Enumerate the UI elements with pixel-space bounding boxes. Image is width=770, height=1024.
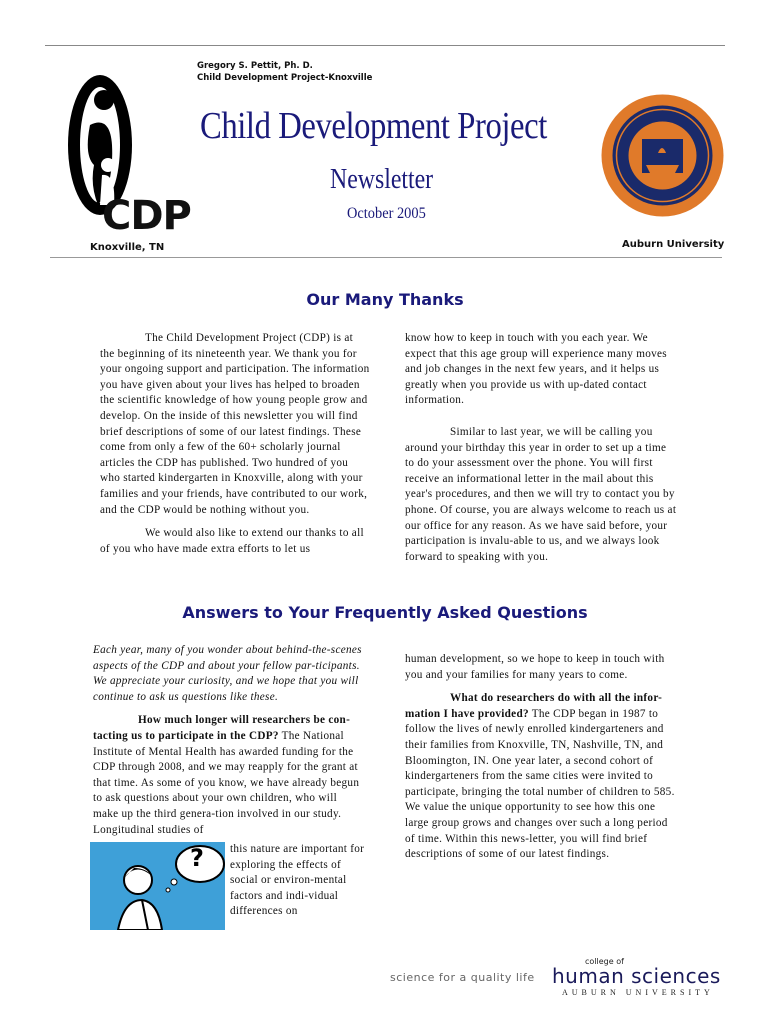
- thanks-right-column: [405, 331, 677, 565]
- cdp-logo: [50, 65, 190, 245]
- faq-answer-1: [93, 713, 365, 838]
- page-title: Child Development Project: [200, 105, 547, 147]
- question-clipart: [90, 842, 225, 930]
- footer-university: AUBURN UNIVERSITY: [562, 988, 714, 997]
- faq-answer-2: [405, 691, 677, 863]
- faq-question-1: How much longer will researchers be con-tacting us to participate in the CDP?: [93, 714, 351, 742]
- section-heading-thanks: Our Many Thanks: [306, 290, 464, 309]
- paragraph: The Child Development Project (CDP) is at the beginning of its nineteenth year. We thank you for your ongoing support and participation. The information you have given about your lives has helped to broaden the scientific knowledge of how young people grow and develop. On the inside of this newsletter you will find brief descriptions of some of our latest findings. These come from only a few of the 60+ scholarly journal articles the CDP has published. Two hundred of you who started kindergarten in Knoxville, along with your families and your friends, have contributed to our work, and the CDP would be nothing without you.: [100, 332, 370, 516]
- author-name: Gregory S. Pettit, Ph. D.: [197, 61, 313, 71]
- question-mark-icon: ?: [190, 844, 204, 872]
- footer-college-of: college of: [585, 957, 624, 966]
- author-block: [197, 60, 372, 84]
- header-rule: [50, 257, 722, 258]
- top-rule: [45, 45, 725, 46]
- section-heading-faq: Answers to Your Frequently Asked Questions: [182, 603, 588, 622]
- faq-wrap-text: this nature are important for exploring the effects of social or environ-mental factors and indi-vidual differences on: [230, 843, 365, 918]
- paragraph: We would also like to extend our thanks to all of you who have made extra efforts to let us: [100, 527, 364, 555]
- location-right: Auburn University: [622, 239, 725, 250]
- faq-intro: Each year, many of you wonder about behind-the-scenes aspects of the CDP and about your fellow par-ticipants. We appreciate your curiosity, and we hope that you will continue to ask us questions like these.: [93, 644, 362, 703]
- faq-question-2: What do researchers do with all the infor-mation I have provided?: [405, 692, 663, 720]
- faq-left-column: [93, 643, 365, 838]
- page-subtitle: Newsletter: [330, 164, 434, 195]
- logo-text: CDP: [102, 193, 191, 239]
- location-left: Knoxville, TN: [90, 242, 165, 253]
- paragraph: Similar to last year, we will be calling you around your birthday this year in order to set up a time to do your assessment over the phone. You will first receive an informational letter in the mail about this year's procedures, and then we will try to contact you by phone. Of course, you are always welcome to reach us at our office for any reason. As we have said before, your participation is invalu-able to us, and we always look forward to speaking with you.: [405, 425, 677, 563]
- thanks-left-column: [100, 331, 370, 557]
- issue-date: October 2005: [347, 205, 426, 222]
- footer-tagline: science for a quality life: [390, 971, 535, 984]
- faq-answer-2-text: The CDP began in 1987 to follow the lives of newly enrolled kindergarteners and their families from Knoxville, TN, Nashville, TN, and Bloomington, IN. One year later, a second cohort of kindergarteners from the same cities were invited to participate, bringing the total number of children to 585. We value the unique opportunity to see how this one large group grows and changes over such a long period of time. Within this news-letter, you will find brief descriptions of some of our latest findings.: [405, 707, 675, 861]
- auburn-seal: [600, 93, 725, 218]
- faq-continuation: human development, so we hope to keep in touch with you and your families for many years to come.: [405, 653, 665, 681]
- footer-human-sciences: human sciences: [552, 964, 721, 988]
- author-org: Child Development Project-Knoxville: [197, 73, 373, 83]
- paragraph: know how to keep in touch with you each year. We expect that this age group will experience many moves and job changes in the next few years, and it helps us greatly when you provide us with up-dated contact information.: [405, 332, 667, 407]
- faq-right-column: [405, 652, 677, 863]
- faq-answer-1-text: The National Institute of Mental Health has awarded funding for the CDP through 2008, and we may reapply for the grant at that time. As some of you know, we have already begun to ask questions about your own children, who will make up the third genera-tion involved in our study. Longitudinal studies of: [93, 729, 360, 836]
